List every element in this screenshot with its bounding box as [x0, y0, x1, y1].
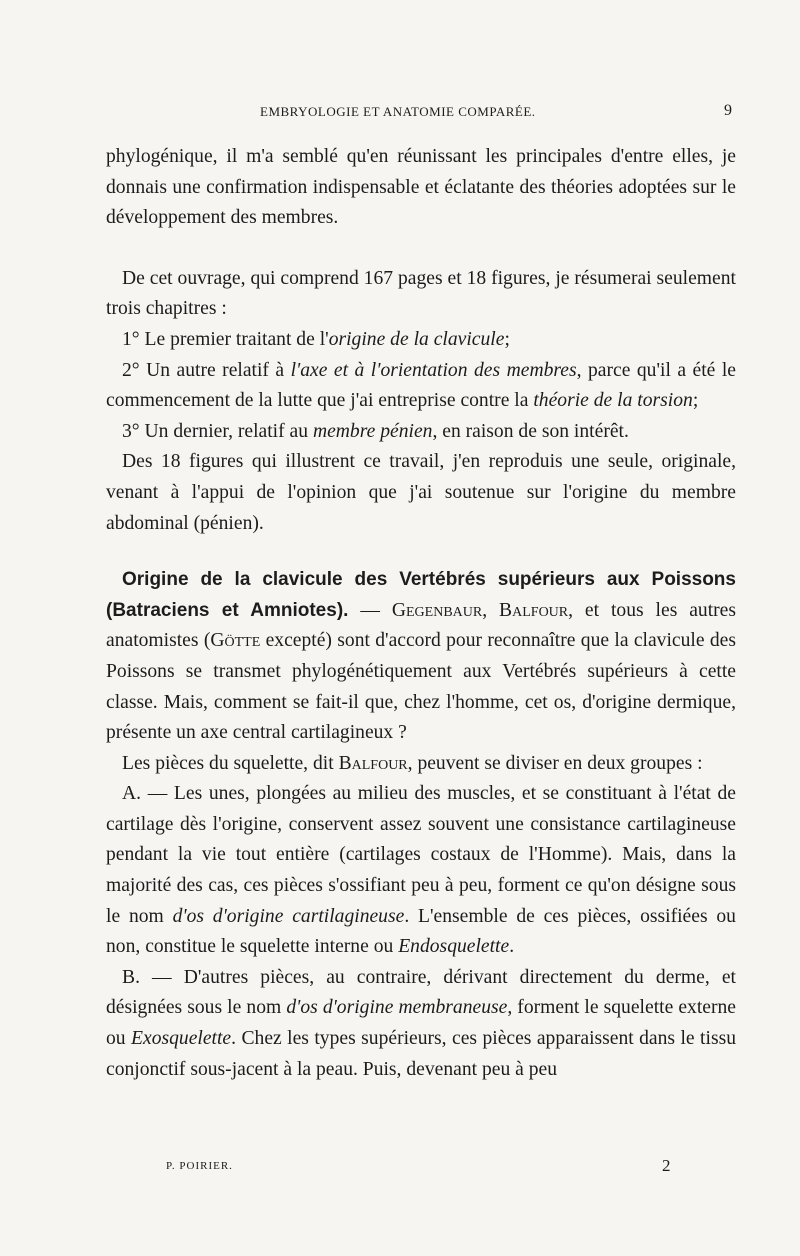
text-run: , et tous les autres anatomistes ( — [106, 599, 737, 652]
text-run: , parce qu'il a été le commencement de la lutte que j'ai entreprise contre la — [106, 359, 736, 412]
text-run: 2° Un autre relatif à — [122, 359, 291, 381]
text-run: . L'ensemble de ces pièces, ossifiées ou non, constitue le squelette interne ou — [106, 905, 736, 958]
author-name: Balfour — [338, 752, 408, 774]
paragraph — [106, 779, 736, 963]
list-item — [106, 325, 736, 356]
emphasis: origine de la clavicule — [328, 328, 505, 350]
body-text — [106, 142, 736, 1085]
author-name: Balfour — [499, 599, 569, 621]
emphasis: l'axe et à l'orientation des membres — [290, 359, 577, 381]
emphasis: Endosquelette — [398, 936, 510, 958]
emphasis: Exosquelette — [131, 1028, 232, 1050]
section-title: Origine de la clavicule des Vertébrés supérieurs aux Poissons (Batraciens et Amniotes). — [106, 569, 736, 621]
text-run: 3° Un dernier, relatif au — [122, 420, 313, 442]
page-number: 9 — [724, 102, 732, 119]
paragraph — [106, 963, 736, 1085]
footer-signature: P. POIRIER. — [166, 1160, 233, 1172]
author-name: Götte — [210, 630, 261, 652]
text-run: , — [482, 599, 500, 621]
text-run: , en raison de son intérêt. — [432, 420, 629, 442]
text-run: excepté) sont d'accord pour reconnaître que la clavicule des Poissons se transmet phylogénétiquement aux Vertébrés supérieurs à cette classe. Mais, comment se fait-il que, chez l'homme, cet os, d'origine dermique, présente un axe central cartilagineux ? — [106, 630, 736, 744]
text-run: B. — D'autres pièces, au contraire, dérivant directement du derme, et désignées sous le nom — [106, 966, 736, 1019]
paragraph: Des 18 figures qui illustrent ce travail, j'en reproduis une seule, originale, venant à l'appui de l'opinion que j'ai soutenue sur l'origine du membre abdominal (pénien). — [106, 451, 736, 534]
text-run: . Chez les types supérieurs, ces pièces apparaissent dans le tissu conjonctif sous-jacent à la peau. Puis, devenant peu à peu — [106, 1028, 736, 1080]
text-run: . — [509, 936, 515, 958]
text-run: ; — [504, 328, 510, 350]
sheet-number: 2 — [662, 1156, 671, 1175]
paragraph — [106, 749, 736, 780]
text-run: ; — [692, 390, 699, 412]
emphasis: membre pénien — [312, 420, 433, 442]
emphasis: théorie de la torsion — [533, 390, 693, 412]
text-run: A. — Les unes, plongées au milieu des muscles, et se constituant à l'état de cartilage dès l'origine, conservent assez souvent une consistance cartilagineuse pendant la vie tout entière (cartilages costaux de l'Homme). Mais, dans la majorité des cas, ces pièces s'ossifiant peu à peu, forment ce qu'on désigne sous le nom — [106, 783, 736, 927]
text-run: , peuvent se diviser en deux groupes : — [407, 752, 703, 774]
author-name: Gegenbaur — [391, 599, 483, 621]
text-run: Les pièces du squelette, dit — [122, 752, 339, 774]
paragraph: phylogénique, il m'a semblé qu'en réunissant les principales d'entre elles, je donnais une confirmation indispensable et éclatante des théories adoptées sur le développement des membres. — [106, 146, 736, 229]
running-title: EMBRYOLOGIE ET ANATOMIE COMPARÉE. — [260, 104, 536, 119]
text-run: , forment le squelette externe ou — [106, 997, 737, 1050]
list-item — [106, 417, 736, 448]
text-run: — — [348, 599, 392, 621]
emphasis: d'os d'origine membraneuse — [286, 997, 508, 1019]
text-run: 1° Le premier traitant de l' — [122, 328, 329, 350]
emphasis: d'os d'origine cartilagineuse — [172, 905, 405, 927]
list-item — [106, 356, 736, 417]
paragraph: De cet ouvrage, qui comprend 167 pages et 18 figures, je résumerai seulement trois chapitres : — [106, 267, 736, 320]
section-paragraph — [106, 565, 736, 749]
